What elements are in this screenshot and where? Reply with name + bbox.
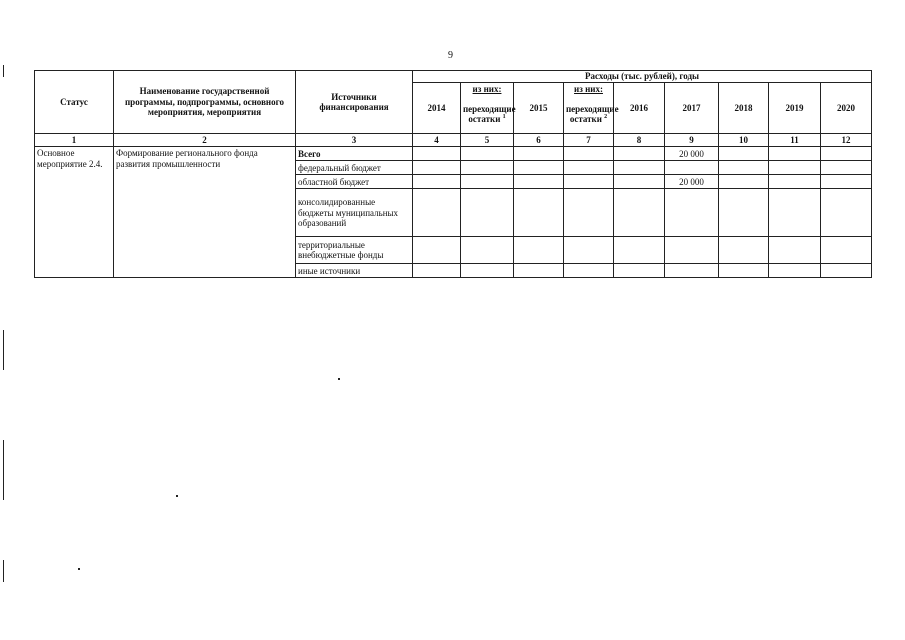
value-cell xyxy=(821,175,872,189)
value-cell xyxy=(461,189,514,237)
value-cell xyxy=(769,264,821,278)
value-cell xyxy=(821,264,872,278)
value-cell xyxy=(461,147,514,161)
table-row xyxy=(35,147,872,161)
value-cell xyxy=(564,264,614,278)
col-number: 10 xyxy=(719,134,769,147)
header-carryover-1: переходящие остатки $^1$ xyxy=(461,95,514,134)
header-of-which-1: из них: xyxy=(461,83,514,96)
col-number: 8 xyxy=(614,134,665,147)
page-number: 9 xyxy=(448,50,453,61)
value-cell xyxy=(665,237,719,264)
event-name-cell: Формирование регионального фонда развития промышленности xyxy=(114,147,296,278)
header-name: Наименование государственной программы, подпрограммы, основного мероприятия, мероприятия xyxy=(114,71,296,134)
value-cell xyxy=(614,147,665,161)
source-cell: областной бюджет xyxy=(296,175,413,189)
col-number: 1 xyxy=(35,134,114,147)
value-cell xyxy=(719,147,769,161)
value-cell xyxy=(614,237,665,264)
header-carryover-2: переходящие остатки $^2$ xyxy=(564,95,614,134)
value-cell xyxy=(821,237,872,264)
value-cell xyxy=(413,237,461,264)
scan-artifact xyxy=(3,65,4,77)
value-cell xyxy=(665,161,719,175)
header-expenses: Расходы (тыс. рублей), годы xyxy=(413,71,872,83)
col-number: 11 xyxy=(769,134,821,147)
value-cell xyxy=(514,264,564,278)
header-year-2020: 2020 xyxy=(821,83,872,134)
source-cell: территориальные внебюджетные фонды xyxy=(296,237,413,264)
col-number: 3 xyxy=(296,134,413,147)
value-cell xyxy=(461,161,514,175)
value-cell: 20 000 xyxy=(665,147,719,161)
value-cell xyxy=(719,161,769,175)
value-cell xyxy=(413,147,461,161)
column-numbers-row xyxy=(35,134,872,147)
header-year-2019: 2019 xyxy=(769,83,821,134)
value-cell xyxy=(564,175,614,189)
header-year-2015: 2015 xyxy=(514,83,564,134)
value-cell xyxy=(514,147,564,161)
value-cell xyxy=(614,264,665,278)
value-cell: 20 000 xyxy=(665,175,719,189)
header-of-which-2: из них: xyxy=(564,83,614,96)
value-cell xyxy=(719,189,769,237)
value-cell xyxy=(564,189,614,237)
header-year-2018: 2018 xyxy=(719,83,769,134)
value-cell xyxy=(564,147,614,161)
col-number: 6 xyxy=(514,134,564,147)
value-cell xyxy=(614,161,665,175)
value-cell xyxy=(769,189,821,237)
scan-artifact xyxy=(3,560,4,582)
status-cell: Основное мероприятие 2.4. xyxy=(35,147,114,278)
scan-artifact xyxy=(78,568,80,570)
header-year-2017: 2017 xyxy=(665,83,719,134)
value-cell xyxy=(769,175,821,189)
value-cell xyxy=(564,237,614,264)
col-number: 5 xyxy=(461,134,514,147)
source-cell: федеральный бюджет xyxy=(296,161,413,175)
value-cell xyxy=(665,264,719,278)
scan-artifact xyxy=(3,330,4,370)
header-year-2016: 2016 xyxy=(614,83,665,134)
value-cell xyxy=(514,161,564,175)
value-cell xyxy=(413,264,461,278)
value-cell xyxy=(719,237,769,264)
value-cell xyxy=(564,161,614,175)
scan-artifact xyxy=(338,378,340,380)
col-number: 4 xyxy=(413,134,461,147)
value-cell xyxy=(719,175,769,189)
scan-artifact xyxy=(3,440,4,500)
value-cell xyxy=(614,175,665,189)
value-cell xyxy=(665,189,719,237)
value-cell xyxy=(719,264,769,278)
value-cell xyxy=(514,175,564,189)
source-cell: иные источники xyxy=(296,264,413,278)
budget-table xyxy=(34,70,872,278)
value-cell xyxy=(769,237,821,264)
source-cell: консолидированные бюджеты муниципальных образований xyxy=(296,189,413,237)
col-number: 2 xyxy=(114,134,296,147)
value-cell xyxy=(614,189,665,237)
value-cell xyxy=(821,147,872,161)
col-number: 7 xyxy=(564,134,614,147)
value-cell xyxy=(413,175,461,189)
value-cell xyxy=(769,147,821,161)
col-number: 12 xyxy=(821,134,872,147)
value-cell xyxy=(514,237,564,264)
value-cell xyxy=(821,161,872,175)
source-cell: Всего xyxy=(296,147,413,161)
header-status: Статус xyxy=(35,71,114,134)
value-cell xyxy=(413,189,461,237)
value-cell xyxy=(413,161,461,175)
value-cell xyxy=(769,161,821,175)
col-number: 9 xyxy=(665,134,719,147)
value-cell xyxy=(514,189,564,237)
value-cell xyxy=(461,237,514,264)
value-cell xyxy=(821,189,872,237)
header-year-2014: 2014 xyxy=(413,83,461,134)
scan-artifact xyxy=(176,495,178,497)
value-cell xyxy=(461,264,514,278)
header-sources: Источники финансирования xyxy=(296,71,413,134)
value-cell xyxy=(461,175,514,189)
